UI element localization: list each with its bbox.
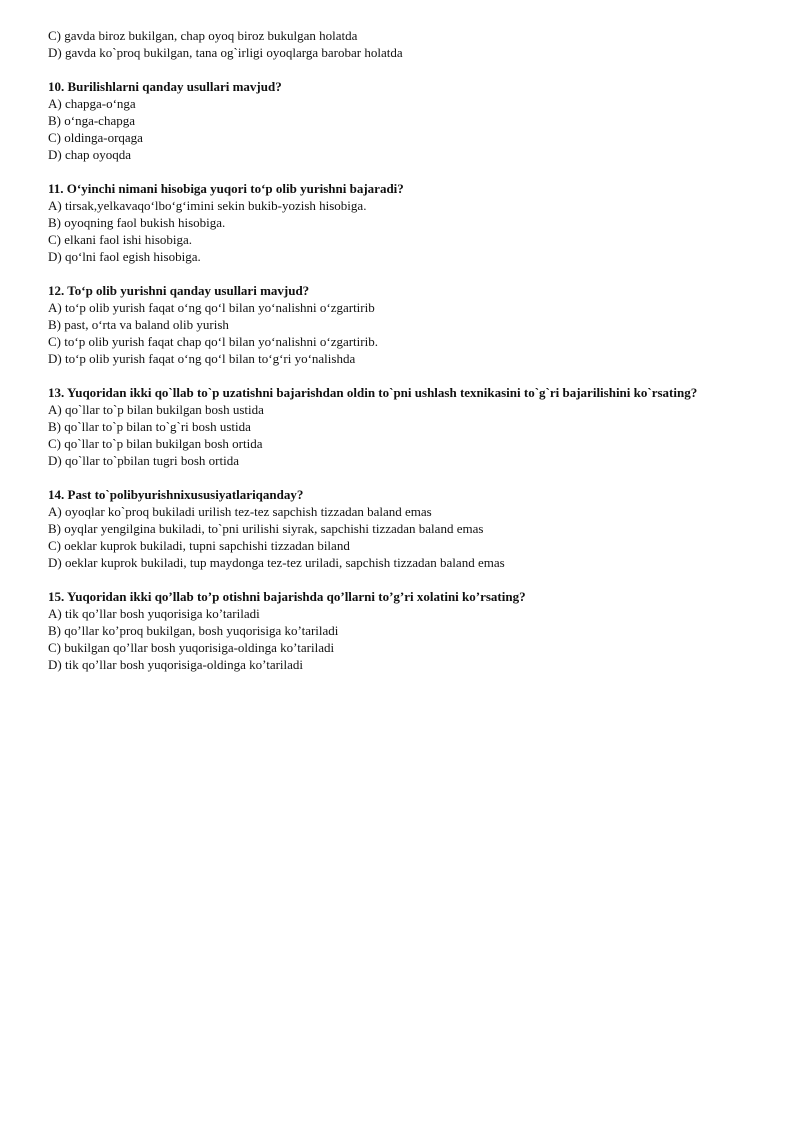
question-15 [48, 588, 752, 673]
question-12 [48, 282, 752, 367]
answer-option-b: B) oyqlar yengilgina bukiladi, to`pni urilishi siyrak, sapchishi tizzadan baland emas [48, 521, 484, 536]
question-11 [48, 180, 752, 265]
question-13 [48, 384, 752, 469]
question-title: 11. O‘yinchi nimani hisobiga yuqori to‘p olib yurishni bajaradi? [48, 181, 404, 196]
answer-option-d: D) gavda ko`proq bukilgan, tana og`irligi oyoqlarga barobar holatda [48, 45, 403, 60]
answer-option-d: D) tik qo’llar bosh yuqorisiga-oldinga ko’tariladi [48, 657, 304, 672]
answer-option-d: D) chap oyoqda [48, 147, 132, 162]
question-title: 14. Past to`polibyurishnixususiyatlariqanday? [48, 487, 304, 502]
question-title: 15. Yuqoridan ikki qo’llab to’p otishni bajarishda qo’llarni to’g’ri xolatini ko’rsating? [48, 589, 526, 604]
answer-option-b: B) qo’llar ko’proq bukilgan, bosh yuqorisiga ko’tariladi [48, 623, 339, 638]
question-title: 10. Burilishlarni qanday usullari mavjud? [48, 79, 282, 94]
answer-option-a: A) oyoqlar ko`proq bukiladi urilish tez-tez sapchish tizzadan baland emas [48, 504, 432, 519]
answer-option-a: A) to‘p olib yurish faqat o‘ng qo‘l bilan yo‘nalishni o‘zgartirib [48, 300, 375, 315]
answer-option-c: C) bukilgan qo’llar bosh yuqorisiga-oldinga ko’tariladi [48, 640, 335, 655]
answer-option-d: D) qo`llar to`pbilan tugri bosh ortida [48, 453, 239, 468]
answer-option-a: A) chapga-o‘nga [48, 96, 136, 111]
answer-option-c: C) elkani faol ishi hisobiga. [48, 232, 193, 247]
document-page [48, 27, 752, 673]
question-10 [48, 78, 752, 163]
answer-option-a: A) qo`llar to`p bilan bukilgan bosh ustida [48, 402, 264, 417]
answer-option-c: C) gavda biroz bukilgan, chap oyoq biroz bukulgan holatda [48, 28, 358, 43]
answer-option-b: B) oyoqning faol bukish hisobiga. [48, 215, 226, 230]
answer-option-c: C) to‘p olib yurish faqat chap qo‘l bilan yo‘nalishni o‘zgartirib. [48, 334, 378, 349]
answer-option-c: C) oeklar kuprok bukiladi, tupni sapchishi tizzadan biland [48, 538, 350, 553]
answer-option-d: D) qo‘lni faol egish hisobiga. [48, 249, 201, 264]
question-14 [48, 486, 752, 571]
answer-option-b: B) qo`llar to`p bilan to`g`ri bosh ustida [48, 419, 251, 434]
question-title: 12. To‘p olib yurishni qanday usullari mavjud? [48, 283, 310, 298]
answer-option-c: C) oldinga-orqaga [48, 130, 143, 145]
answer-option-b: B) o‘nga-chapga [48, 113, 135, 128]
question-title: 13. Yuqoridan ikki qo`llab to`p uzatishni bajarishdan oldin to`pni ushlash texnikasini to`g`ri bajarilishini ko`rsating? [48, 385, 698, 400]
answer-option-b: B) past, o‘rta va baland olib yurish [48, 317, 229, 332]
answer-option-d: D) to‘p olib yurish faqat o‘ng qo‘l bilan to‘g‘ri yo‘nalishda [48, 351, 356, 366]
answer-option-d: D) oeklar kuprok bukiladi, tup maydonga tez-tez uriladi, sapchish tizzadan baland emas [48, 555, 505, 570]
question-9-tail [48, 27, 752, 61]
answer-option-a: A) tik qo’llar bosh yuqorisiga ko’tariladi [48, 606, 260, 621]
answer-option-c: C) qo`llar to`p bilan bukilgan bosh ortida [48, 436, 263, 451]
answer-option-a: A) tirsak,yelkavaqo‘lbo‘g‘imini sekin bukib-yozish hisobiga. [48, 198, 367, 213]
